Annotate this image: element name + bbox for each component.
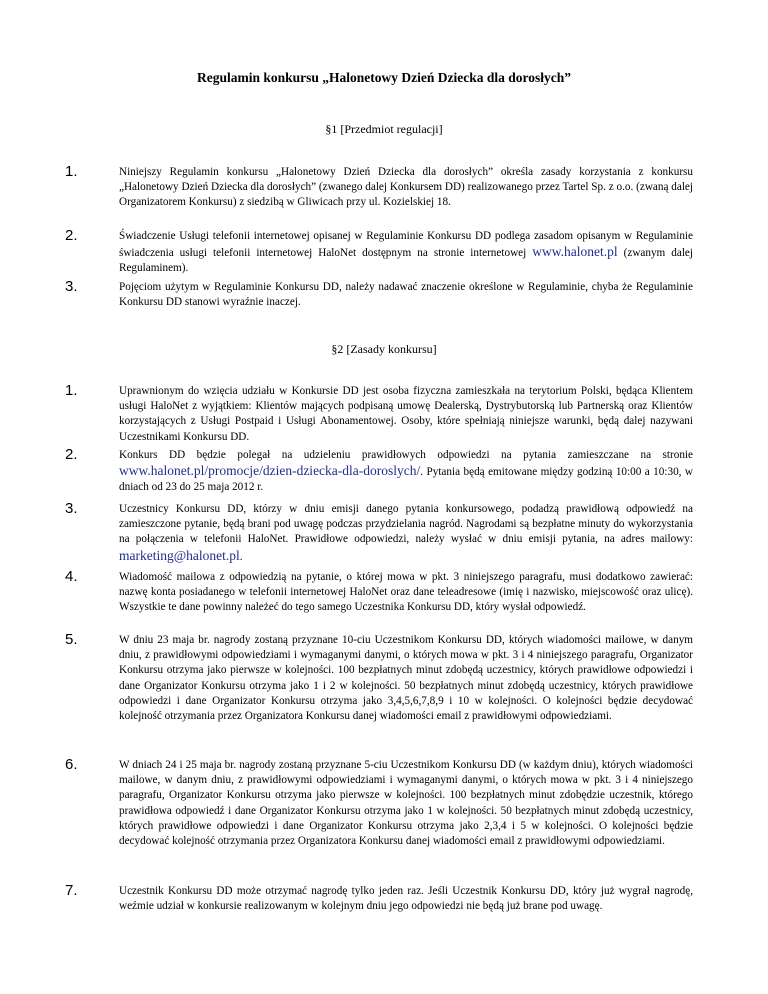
marketing-email-link[interactable]: marketing@halonet.pl xyxy=(119,547,240,563)
item-number: 2. xyxy=(65,446,78,463)
item-text xyxy=(119,229,693,277)
item-text-part: . xyxy=(239,550,243,563)
item-text: Pojęciom użytym w Regulaminie Konkursu DD, należy nadawać znaczenie określone w Regulaminie, chyba że Regulaminie Konkursu DD stanowi wyraźnie inaczej. xyxy=(119,281,693,309)
section-2-item-7 xyxy=(65,882,693,914)
section-2-item-6 xyxy=(65,756,693,849)
halonet-link[interactable]: www.halonet.pl xyxy=(532,244,618,260)
section-2-item-5 xyxy=(65,631,693,724)
contest-page-link[interactable]: www.halonet.pl/promocje/dzien-dziecka-dla-doroslych/ xyxy=(119,463,421,479)
item-number: 3. xyxy=(65,500,78,517)
item-text-part: (zwanym dalej Regulaminem). xyxy=(119,247,694,275)
item-text: Niniejszy Regulamin konkursu „Halonetowy Dzień Dziecka dla dorosłych” określa zasady korzystania z konkursu „Halonetowy Dzień Dziecka dla dorosłych” (zwanego dalej Konkursem DD) realizowanego przez Tartel Sp. z o.o. (zwaną dalej Organizatorem Konkursu) z siedzibą w Gliwicach przy ul. Kozielskiej 18. xyxy=(119,166,693,209)
item-number: 1. xyxy=(65,163,78,180)
item-number: 1. xyxy=(65,382,78,399)
section-1-item-1 xyxy=(65,163,693,211)
document-title: Regulamin konkursu „Halonetowy Dzień Dziecka dla dorosłych” xyxy=(196,70,572,85)
item-text: Uczestnik Konkursu DD może otrzymać nagrodę tylko jeden raz. Jeśli Uczestnik Konkursu DD, który już wygrał nagrodę, weźmie udział w konkursie realizowanym w kolejnym dniu jego odpowiedzi nie będą już brane pod uwagę. xyxy=(119,885,693,913)
item-number: 3. xyxy=(65,278,78,295)
item-number: 6. xyxy=(65,756,78,773)
item-number: 4. xyxy=(65,568,78,585)
section-1-item-3 xyxy=(65,278,693,310)
item-text-part: Świadczenie Usługi telefonii internetowej opisanej w Regulaminie Konkursu DD podlega zasadom opisanym w Regulaminie świadczenia usługi telefonii internetowej HaloNet dostępnym na stronie internetowej xyxy=(119,230,693,260)
item-number: 2. xyxy=(65,227,78,244)
section-2-item-1 xyxy=(65,382,693,445)
item-number: 7. xyxy=(65,882,78,899)
item-text-part: Uczestnicy Konkursu DD, którzy w dniu emisji danego pytania konkursowego, podadzą prawidłową odpowiedź na zamieszczone pytanie, będą brani pod uwagę podczas przydzielania nagród. Nagrodami są bezpłatne minuty do wykorzystania na połączenia w telefonii HaloNet. Prawidłowe odpowiedzi, należy wysłać w dniu emisji pytania, na adres mailowy: xyxy=(119,503,693,546)
item-text: Wiadomość mailowa z odpowiedzią na pytanie, o której mowa w pkt. 3 niniejszego paragrafu, musi dodatkowo zawierać: nazwę konta posiadanego w telefonii internetowej HaloNet oraz dane teleadresowe (imię i nazwisko, miejscowość oraz ulicę). Wszystkie te dane powinny należeć do tego samego Uczestnika Konkursu DD, który wysłał odpowiedź. xyxy=(119,571,693,614)
section-1-item-2 xyxy=(65,227,694,277)
section-2-item-4 xyxy=(65,568,693,616)
section-2-heading: §2 [Zasady konkursu] xyxy=(331,342,437,356)
item-text-part: . Pytania będą emitowane między godziną 10:00 a 10:30, w dniach od 23 do 25 maja 2012 r. xyxy=(119,466,693,494)
section-2-item-2 xyxy=(65,446,693,496)
item-text: W dniu 23 maja br. nagrody zostaną przyznane 10-ciu Uczestnikom Konkursu DD, których wiadomości mailowe, w danym dniu, z prawidłowymi odpowiedziami i wymaganymi danymi, o których mowa w pkt. 3 i 4 niniejszego paragrafu, Organizator Konkursu otrzyma jako pierwsze w kolejności. 100 bezpłatnych minut zdobędą uczestnicy, których prawidłowe odpowiedzi i dane Organizator Konkursu otrzyma jako 1 i 2 w kolejności. 50 bezpłatnych minut zdobędą uczestnicy, których prawidłowe odpowiedzi i dane Organizator Konkursu otrzyma jako 3,4,5,6,7,8,9 i 10 w kolejności. O kolejności będzie decydować kolejność otrzymania przez Organizatora Konkursu danej wiadomości email z prawidłowymi odpowiedziami. xyxy=(119,634,693,723)
item-text: Uprawnionym do wzięcia udziału w Konkursie DD jest osoba fizyczna zamieszkała na terytorium Polski, będąca Klientem usługi HaloNet z wyjątkiem: Klientów mających podpisaną umowę Dealerską, Dystrybutorską lub Partnerską oraz Klientów korzystających z Usługi Postpaid i Usługi Abonamentowej. Osoby, które spełniają niniejsze warunki, będą dalej nazywani Uczestnikami Konkursu DD. xyxy=(119,385,693,443)
section-2-item-3 xyxy=(65,500,693,565)
section-1-heading: §1 [Przedmiot regulacji] xyxy=(325,122,443,136)
item-text xyxy=(119,448,693,496)
item-text: W dniach 24 i 25 maja br. nagrody zostaną przyznane 5-ciu Uczestnikom Konkursu DD (w każdym dniu), których wiadomości mailowe, w danym dniu, z prawidłowymi odpowiedziami i wymaganymi danymi, o których mowa w pkt. 3 i 4 niniejszego paragrafu, Organizator Konkursu otrzyma jako pierwsze w kolejności. 100 bezpłatnych minut zdobędzie uczestnik, którego prawidłowa odpowiedź i dane Organizator Konkursu otrzyma jako 1 w kolejności. 50 bezpłatnych minut zdobędą uczestnicy, których prawidłowe odpowiedzi i dane Organizator Konkursu otrzyma jako 2,3,4 i 5 w kolejności. O kolejności będzie decydować kolejność otrzymania przez Organizatora Konkursu danej wiadomości email z prawidłowymi odpowiedziami. xyxy=(119,759,693,848)
item-number: 5. xyxy=(65,631,78,648)
item-text-part: Konkurs DD będzie polegał na udzieleniu prawidłowych odpowiedzi na pytania zamieszczane na stronie xyxy=(119,449,693,461)
item-text xyxy=(119,502,693,565)
